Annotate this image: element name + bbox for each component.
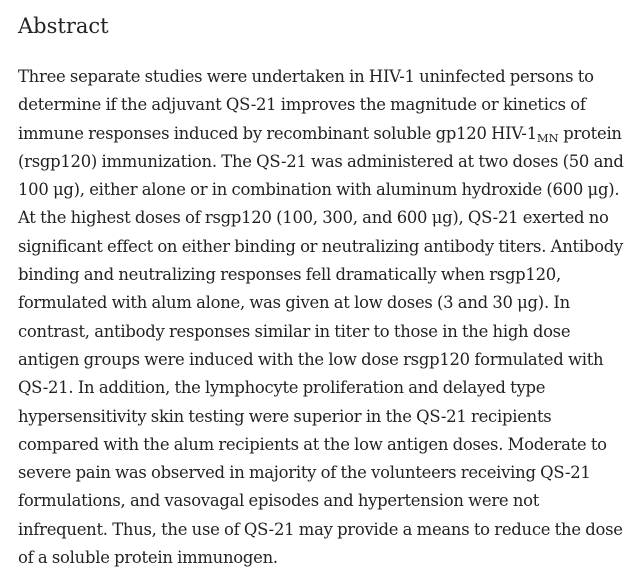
abstract-line: QS-21. In addition, the lymphocyte proliferation and delayed type — [18, 378, 546, 398]
abstract-line: formulations, and vasovagal episodes and hypertension were not — [18, 491, 540, 511]
strain-subscript: MN — [536, 130, 559, 145]
abstract-line: 100 μg), either alone or in combination with aluminum hydroxide (600 μg). — [18, 180, 620, 200]
abstract-line: severe pain was observed in majority of the volunteers receiving QS-21 — [18, 463, 591, 483]
abstract-line: determine if the adjuvant QS-21 improves the magnitude or kinetics of — [18, 95, 586, 115]
abstract-body — [18, 63, 626, 572]
abstract-section — [18, 0, 626, 572]
abstract-line: antigen groups were induced with the low dose rsgp120 formulated with — [18, 349, 604, 369]
abstract-line: Three separate studies were undertaken in HIV-1 uninfected persons to — [18, 67, 594, 86]
abstract-line: hypersensitivity skin testing were superior in the QS-21 recipients — [18, 406, 552, 426]
abstract-line — [18, 120, 626, 148]
abstract-line: contrast, antibody responses similar in titer to those in the high dose — [18, 321, 571, 341]
abstract-heading: Abstract — [18, 14, 109, 38]
abstract-line: of a soluble protein immunogen. — [18, 548, 278, 568]
abstract-line: (rsgp120) immunization. The QS-21 was administered at two doses (50 and — [18, 151, 624, 171]
abstract-line: At the highest doses of rsgp120 (100, 300, and 600 μg), QS-21 exerted no — [18, 208, 609, 228]
abstract-line: compared with the alum recipients at the low antigen doses. Moderate to — [18, 434, 607, 454]
abstract-line: significant effect on either binding or neutralizing antibody titers. Antibody — [18, 236, 623, 256]
abstract-line: infrequent. Thus, the use of QS-21 may provide a means to reduce the dose — [18, 519, 623, 539]
abstract-line-text: immune responses induced by recombinant soluble gp120 HIV-1 — [18, 123, 537, 143]
abstract-line-tail: protein — [558, 123, 622, 143]
abstract-line: formulated with alum alone, was given at low doses (3 and 30 μg). In — [18, 293, 570, 313]
abstract-line: binding and neutralizing responses fell dramatically when rsgp120, — [18, 265, 561, 285]
